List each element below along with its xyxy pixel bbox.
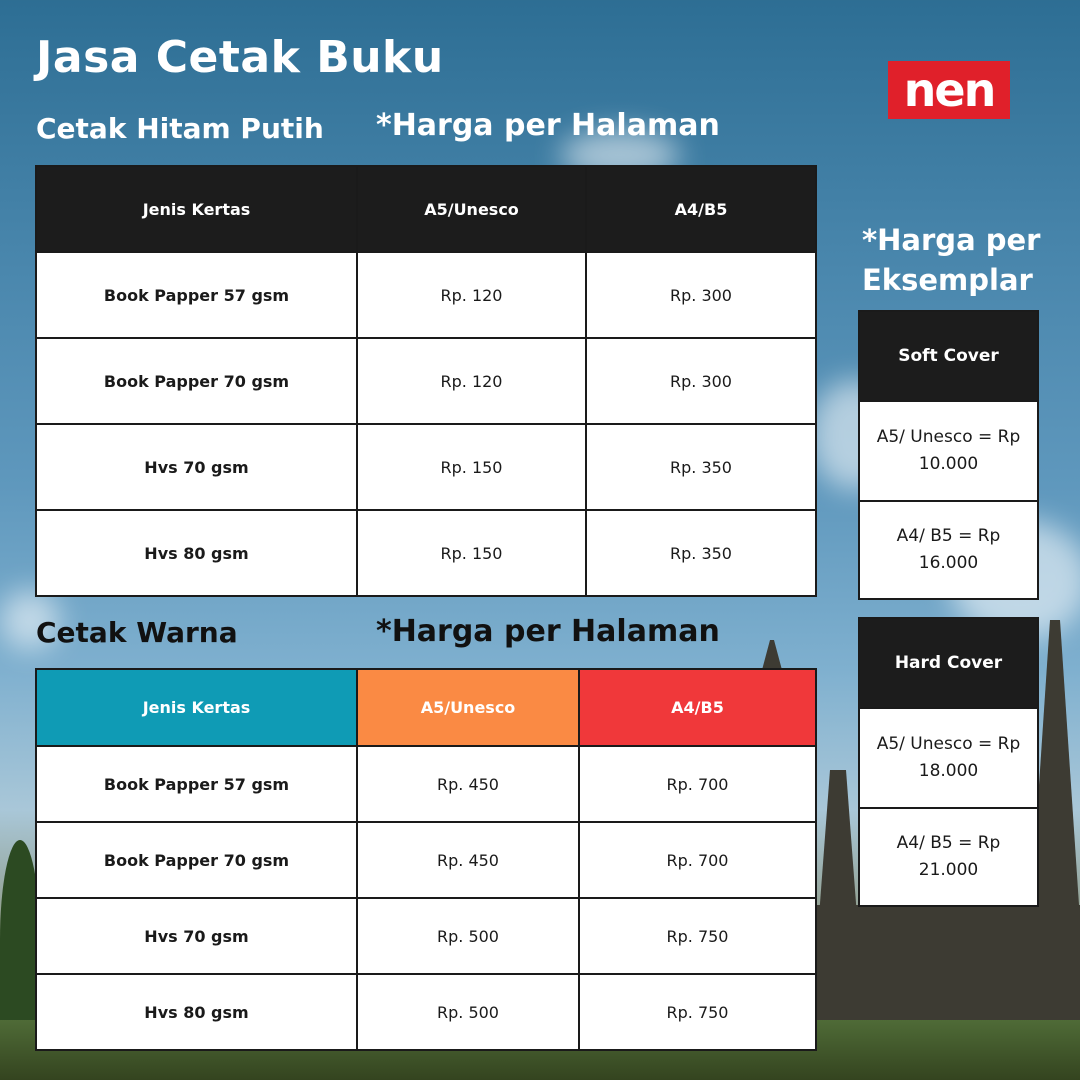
price-cell: Rp. 300 xyxy=(586,338,816,424)
color-section-heading: Cetak Warna xyxy=(36,616,238,649)
bw-price-table xyxy=(35,165,817,597)
table-row xyxy=(36,338,816,424)
hard-cover-a5-price: A5/ Unesco = Rp 18.000 xyxy=(876,734,1021,781)
paper-type-cell: Book Papper 57 gsm xyxy=(36,746,357,822)
paper-type-cell: Hvs 80 gsm xyxy=(36,974,357,1050)
price-cell: Rp. 450 xyxy=(357,822,579,898)
price-cell: Rp. 500 xyxy=(357,974,579,1050)
paper-type-cell: Book Papper 57 gsm xyxy=(36,252,357,338)
paper-type-cell: Hvs 70 gsm xyxy=(36,898,357,974)
price-cell: Rp. 120 xyxy=(357,252,586,338)
temple-silhouette xyxy=(762,640,782,670)
hard-cover-table xyxy=(858,617,1039,907)
table-row xyxy=(36,822,816,898)
price-cell: Rp. 350 xyxy=(586,510,816,596)
paper-type-cell: Hvs 80 gsm xyxy=(36,510,357,596)
paper-type-cell: Book Papper 70 gsm xyxy=(36,338,357,424)
binding-note-line: Eksemplar xyxy=(862,263,1033,297)
brand-logo: nen xyxy=(888,61,1010,119)
price-cell: Rp. 500 xyxy=(357,898,579,974)
bw-price-note: *Harga per Halaman xyxy=(376,108,720,143)
price-cell: Rp. 700 xyxy=(579,746,816,822)
table-row xyxy=(36,510,816,596)
table-row xyxy=(36,424,816,510)
bw-section-heading: Cetak Hitam Putih xyxy=(36,112,324,145)
tree-decoration xyxy=(0,840,40,1040)
column-header-a4: A4/B5 xyxy=(586,166,816,252)
price-cell: Rp. 700 xyxy=(579,822,816,898)
column-header-a5: A5/Unesco xyxy=(357,166,586,252)
table-header-row xyxy=(36,669,816,746)
hard-cover-a4-price: A4/ B5 = Rp 21.000 xyxy=(860,807,1037,905)
binding-note-line: *Harga per xyxy=(862,223,1041,257)
color-price-note: *Harga per Halaman xyxy=(376,614,720,649)
column-header-a5: A5/Unesco xyxy=(357,669,579,746)
price-cell: Rp. 150 xyxy=(357,510,586,596)
price-cell: Rp. 450 xyxy=(357,746,579,822)
table-row xyxy=(36,746,816,822)
price-cell: Rp. 150 xyxy=(357,424,586,510)
column-header-paper: Jenis Kertas xyxy=(36,166,357,252)
page-title: Jasa Cetak Buku xyxy=(36,32,444,83)
price-cell: Rp. 750 xyxy=(579,898,816,974)
paper-type-cell: Book Papper 70 gsm xyxy=(36,822,357,898)
price-cell: Rp. 120 xyxy=(357,338,586,424)
column-header-a4: A4/B5 xyxy=(579,669,816,746)
soft-cover-a5-price: A5/ Unesco = Rp 10.000 xyxy=(876,427,1021,474)
hard-cover-header: Hard Cover xyxy=(860,619,1037,709)
table-row xyxy=(36,974,816,1050)
column-header-paper: Jenis Kertas xyxy=(36,669,357,746)
price-cell: Rp. 350 xyxy=(586,424,816,510)
table-row xyxy=(36,252,816,338)
price-cell: Rp. 750 xyxy=(579,974,816,1050)
paper-type-cell: Hvs 70 gsm xyxy=(36,424,357,510)
color-price-table xyxy=(35,668,817,1051)
table-header-row xyxy=(36,166,816,252)
soft-cover-table xyxy=(858,310,1039,600)
binding-price-note xyxy=(862,220,1062,300)
soft-cover-a4-price: A4/ B5 = Rp 16.000 xyxy=(860,500,1037,598)
price-cell: Rp. 300 xyxy=(586,252,816,338)
table-row xyxy=(36,898,816,974)
soft-cover-header: Soft Cover xyxy=(860,312,1037,402)
